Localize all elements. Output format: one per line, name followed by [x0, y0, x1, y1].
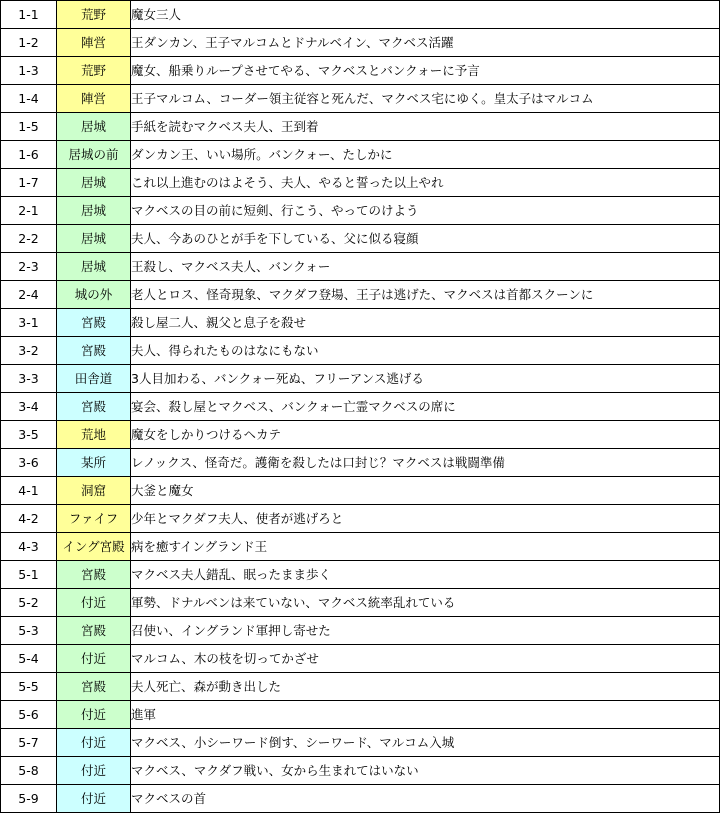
table-row — [1, 757, 720, 785]
table-row — [1, 29, 720, 57]
description-cell[interactable]: 魔女、船乗りループさせてやる、マクベスとバンクォーに予言 — [131, 57, 720, 85]
table-row — [1, 365, 720, 393]
description-cell[interactable]: 夫人、得られたものはなにもない — [131, 337, 720, 365]
description-cell[interactable]: マクベスの首 — [131, 785, 720, 813]
description-cell[interactable]: 夫人、今あのひとが手を下している、父に似る寝顔 — [131, 225, 720, 253]
scene-number-cell[interactable]: 1-7 — [1, 169, 57, 197]
table-row — [1, 589, 720, 617]
description-cell[interactable]: 王殺し、マクベス夫人、バンクォー — [131, 253, 720, 281]
table-row — [1, 225, 720, 253]
location-cell[interactable]: 城の外 — [57, 281, 131, 309]
table-row — [1, 561, 720, 589]
scene-number-cell[interactable]: 3-4 — [1, 393, 57, 421]
table-row — [1, 281, 720, 309]
scene-number-cell[interactable]: 3-5 — [1, 421, 57, 449]
description-cell[interactable]: 召使い、イングランド軍押し寄せた — [131, 617, 720, 645]
table-row — [1, 477, 720, 505]
scene-number-cell[interactable]: 5-7 — [1, 729, 57, 757]
table-row — [1, 673, 720, 701]
scene-number-cell[interactable]: 5-8 — [1, 757, 57, 785]
location-cell[interactable]: 田舎道 — [57, 365, 131, 393]
location-cell[interactable]: 付近 — [57, 729, 131, 757]
table-row — [1, 505, 720, 533]
description-cell[interactable]: 少年とマクダフ夫人、使者が逃げろと — [131, 505, 720, 533]
scene-number-cell[interactable]: 1-4 — [1, 85, 57, 113]
scene-number-cell[interactable]: 1-6 — [1, 141, 57, 169]
location-cell[interactable]: 某所 — [57, 449, 131, 477]
location-cell[interactable]: 居城 — [57, 113, 131, 141]
scene-number-cell[interactable]: 3-6 — [1, 449, 57, 477]
description-cell[interactable]: 王ダンカン、王子マルコムとドナルベイン、マクベス活躍 — [131, 29, 720, 57]
scene-number-cell[interactable]: 5-1 — [1, 561, 57, 589]
table-row — [1, 393, 720, 421]
location-cell[interactable]: 居城 — [57, 225, 131, 253]
table-row — [1, 169, 720, 197]
table-row — [1, 533, 720, 561]
scene-number-cell[interactable]: 2-2 — [1, 225, 57, 253]
table-row — [1, 449, 720, 477]
location-cell[interactable]: 宮殿 — [57, 617, 131, 645]
description-cell[interactable]: 軍勢、ドナルベンは来ていない、マクベス統率乱れている — [131, 589, 720, 617]
scene-number-cell[interactable]: 5-5 — [1, 673, 57, 701]
scene-number-cell[interactable]: 1-3 — [1, 57, 57, 85]
location-cell[interactable]: 付近 — [57, 757, 131, 785]
table-row — [1, 197, 720, 225]
scene-number-cell[interactable]: 2-3 — [1, 253, 57, 281]
description-cell[interactable]: これ以上進むのはよそう、夫人、やると誓った以上やれ — [131, 169, 720, 197]
table-row — [1, 337, 720, 365]
description-cell[interactable]: ダンカン王、いい場所。バンクォー、たしかに — [131, 141, 720, 169]
location-cell[interactable]: 荒野 — [57, 57, 131, 85]
table-row — [1, 701, 720, 729]
description-cell[interactable]: 大釜と魔女 — [131, 477, 720, 505]
table-row — [1, 617, 720, 645]
scene-number-cell[interactable]: 1-5 — [1, 113, 57, 141]
description-cell[interactable]: 王子マルコム、コーダー領主従容と死んだ、マクベス宅にゆく。皇太子はマルコム — [131, 85, 720, 113]
location-cell[interactable]: 付近 — [57, 589, 131, 617]
table-row — [1, 113, 720, 141]
location-cell[interactable]: 陣営 — [57, 85, 131, 113]
scene-table-body — [1, 1, 720, 813]
description-cell[interactable]: 進軍 — [131, 701, 720, 729]
scene-number-cell[interactable]: 5-2 — [1, 589, 57, 617]
location-cell[interactable]: 宮殿 — [57, 673, 131, 701]
location-cell[interactable]: 居城 — [57, 169, 131, 197]
table-row — [1, 729, 720, 757]
description-cell[interactable]: 夫人死亡、森が動き出した — [131, 673, 720, 701]
location-cell[interactable]: 宮殿 — [57, 337, 131, 365]
location-cell[interactable]: 宮殿 — [57, 561, 131, 589]
table-row — [1, 309, 720, 337]
scene-number-cell[interactable]: 3-1 — [1, 309, 57, 337]
description-cell[interactable]: レノックス、怪奇だ。護衛を殺したは口封じ？マクベスは戦闘準備 — [131, 449, 720, 477]
location-cell[interactable]: 洞窟 — [57, 477, 131, 505]
scene-number-cell[interactable]: 5-3 — [1, 617, 57, 645]
scene-number-cell[interactable]: 3-2 — [1, 337, 57, 365]
description-cell[interactable]: 老人とロス、怪奇現象、マクダフ登場、王子は逃げた、マクベスは首都スクーンに — [131, 281, 720, 309]
scene-number-cell[interactable]: 4-1 — [1, 477, 57, 505]
table-row — [1, 785, 720, 813]
location-cell[interactable]: 居城 — [57, 253, 131, 281]
scene-number-cell[interactable]: 5-9 — [1, 785, 57, 813]
table-row — [1, 645, 720, 673]
location-cell[interactable]: 居城の前 — [57, 141, 131, 169]
description-cell[interactable]: 宴会、殺し屋とマクベス、バンクォー亡霊マクベスの席に — [131, 393, 720, 421]
description-cell[interactable]: マクベス、小シーワード倒す、シーワード、マルコム入城 — [131, 729, 720, 757]
description-cell[interactable]: 病を癒すイングランド王 — [131, 533, 720, 561]
scene-number-cell[interactable]: 4-2 — [1, 505, 57, 533]
location-cell[interactable]: 宮殿 — [57, 393, 131, 421]
scene-number-cell[interactable]: 4-3 — [1, 533, 57, 561]
location-cell[interactable]: ファイフ — [57, 505, 131, 533]
table-row — [1, 57, 720, 85]
table-row — [1, 1, 720, 29]
description-cell[interactable]: 3人目加わる、バンクォー死ぬ、フリーアンス逃げる — [131, 365, 720, 393]
description-cell[interactable]: 殺し屋二人、親父と息子を殺せ — [131, 309, 720, 337]
scene-number-cell[interactable]: 5-4 — [1, 645, 57, 673]
location-cell[interactable]: イング宮殿 — [57, 533, 131, 561]
table-row — [1, 85, 720, 113]
table-row — [1, 421, 720, 449]
description-cell[interactable]: マクベス、マクダフ戦い、女から生まれてはいない — [131, 757, 720, 785]
description-cell[interactable]: 魔女三人 — [131, 1, 720, 29]
location-cell[interactable]: 付近 — [57, 645, 131, 673]
location-cell[interactable]: 付近 — [57, 701, 131, 729]
location-cell[interactable]: 荒野 — [57, 1, 131, 29]
location-cell[interactable]: 荒地 — [57, 421, 131, 449]
description-cell[interactable]: 魔女をしかりつけるヘカテ — [131, 421, 720, 449]
scene-number-cell[interactable]: 1-2 — [1, 29, 57, 57]
location-cell[interactable]: 付近 — [57, 785, 131, 813]
scene-number-cell[interactable]: 2-4 — [1, 281, 57, 309]
location-cell[interactable]: 陣営 — [57, 29, 131, 57]
description-cell[interactable]: マクベスの目の前に短剣、行こう、やってのけよう — [131, 197, 720, 225]
description-cell[interactable]: 手紙を読むマクベス夫人、王到着 — [131, 113, 720, 141]
table-row — [1, 253, 720, 281]
scene-number-cell[interactable]: 2-1 — [1, 197, 57, 225]
description-cell[interactable]: マルコム、木の枝を切ってかざせ — [131, 645, 720, 673]
table-row — [1, 141, 720, 169]
scene-number-cell[interactable]: 3-3 — [1, 365, 57, 393]
location-cell[interactable]: 宮殿 — [57, 309, 131, 337]
description-cell[interactable]: マクベス夫人錯乱、眠ったまま歩く — [131, 561, 720, 589]
scene-number-cell[interactable]: 1-1 — [1, 1, 57, 29]
scene-number-cell[interactable]: 5-6 — [1, 701, 57, 729]
location-cell[interactable]: 居城 — [57, 197, 131, 225]
